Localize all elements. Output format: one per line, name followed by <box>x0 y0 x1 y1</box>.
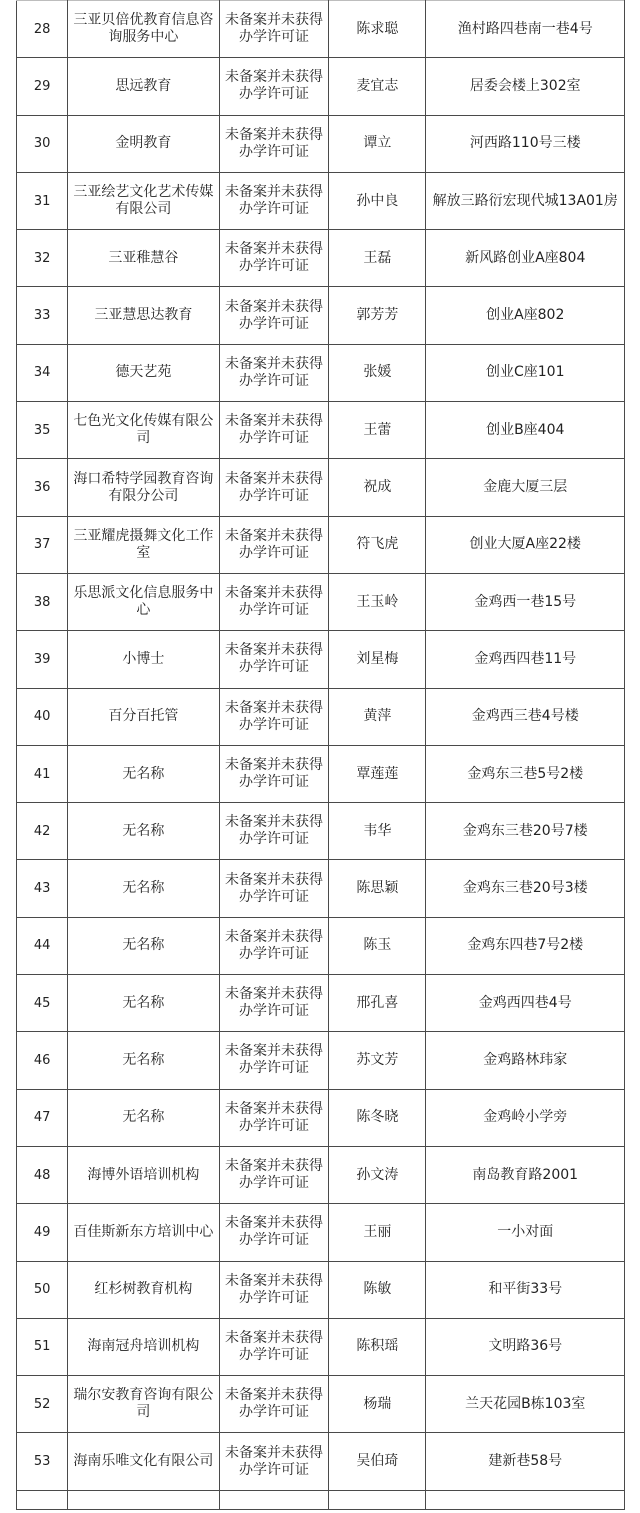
license-status-cell: 未备案并未获得办学许可证 <box>219 230 329 287</box>
responsible-person-cell: 谭立 <box>329 115 426 172</box>
responsible-person-cell: 陈敏 <box>329 1261 426 1318</box>
institution-name-cell: 三亚贝倍优教育信息咨询服务中心 <box>68 1 219 58</box>
row-number-cell: 32 <box>17 230 68 287</box>
license-status-cell: 未备案并未获得办学许可证 <box>219 745 329 802</box>
table-row <box>17 115 625 172</box>
responsible-person-cell: 韦华 <box>329 803 426 860</box>
license-status-cell: 未备案并未获得办学许可证 <box>219 1 329 58</box>
responsible-person-cell: 王丽 <box>329 1204 426 1261</box>
address-cell: 创业B座404 <box>426 402 625 459</box>
license-status-cell: 未备案并未获得办学许可证 <box>219 631 329 688</box>
address-cell: 新风路创业A座804 <box>426 230 625 287</box>
license-status-cell: 未备案并未获得办学许可证 <box>219 402 329 459</box>
institution-name-cell: 无名称 <box>68 917 219 974</box>
address-cell: 文明路36号 <box>426 1318 625 1375</box>
license-status-cell: 未备案并未获得办学许可证 <box>219 860 329 917</box>
responsible-person-cell: 杨瑞 <box>329 1376 426 1433</box>
license-status-cell: 未备案并未获得办学许可证 <box>219 459 329 516</box>
row-number-cell: 28 <box>17 1 68 58</box>
table-row <box>17 1376 625 1433</box>
address-cell: 和平街33号 <box>426 1261 625 1318</box>
table-row <box>17 516 625 573</box>
license-status-cell: 未备案并未获得办学许可证 <box>219 1146 329 1203</box>
table-row-partial <box>17 1490 625 1509</box>
table-row <box>17 1318 625 1375</box>
empty-cell <box>17 1490 68 1509</box>
institution-table <box>16 0 625 1510</box>
table-row <box>17 860 625 917</box>
institution-name-cell: 七色光文化传媒有限公司 <box>68 402 219 459</box>
institution-name-cell: 无名称 <box>68 745 219 802</box>
license-status-cell: 未备案并未获得办学许可证 <box>219 516 329 573</box>
institution-name-cell: 红杉树教育机构 <box>68 1261 219 1318</box>
table-row <box>17 1089 625 1146</box>
institution-name-cell: 海南乐唯文化有限公司 <box>68 1433 219 1490</box>
address-cell: 金鸡西三巷4号楼 <box>426 688 625 745</box>
address-cell: 金鸡西一巷15号 <box>426 573 625 630</box>
responsible-person-cell: 郭芳芳 <box>329 287 426 344</box>
table-row <box>17 459 625 516</box>
empty-cell <box>68 1490 219 1509</box>
row-number-cell: 37 <box>17 516 68 573</box>
address-cell: 金鸡西四巷11号 <box>426 631 625 688</box>
table-row <box>17 402 625 459</box>
responsible-person-cell: 孙中良 <box>329 172 426 229</box>
table-row <box>17 1204 625 1261</box>
responsible-person-cell: 孙文涛 <box>329 1146 426 1203</box>
license-status-cell: 未备案并未获得办学许可证 <box>219 1261 329 1318</box>
row-number-cell: 48 <box>17 1146 68 1203</box>
institution-name-cell: 无名称 <box>68 975 219 1032</box>
license-status-cell: 未备案并未获得办学许可证 <box>219 1089 329 1146</box>
license-status-cell: 未备案并未获得办学许可证 <box>219 573 329 630</box>
address-cell: 金鸡东三巷20号7楼 <box>426 803 625 860</box>
institution-name-cell: 无名称 <box>68 1089 219 1146</box>
institution-name-cell: 瑞尔安教育咨询有限公司 <box>68 1376 219 1433</box>
row-number-cell: 35 <box>17 402 68 459</box>
table-row <box>17 573 625 630</box>
table-row <box>17 1433 625 1490</box>
license-status-cell: 未备案并未获得办学许可证 <box>219 344 329 401</box>
responsible-person-cell: 王玉岭 <box>329 573 426 630</box>
institution-name-cell: 思远教育 <box>68 58 219 115</box>
table-row <box>17 803 625 860</box>
institution-name-cell: 三亚耀虎摄舞文化工作室 <box>68 516 219 573</box>
address-cell: 创业A座802 <box>426 287 625 344</box>
empty-cell <box>329 1490 426 1509</box>
address-cell: 河西路110号三楼 <box>426 115 625 172</box>
table-row <box>17 287 625 344</box>
empty-cell <box>219 1490 329 1509</box>
address-cell: 创业大厦A座22楼 <box>426 516 625 573</box>
institution-name-cell: 三亚绘艺文化艺术传媒有限公司 <box>68 172 219 229</box>
address-cell: 一小对面 <box>426 1204 625 1261</box>
institution-name-cell: 海口希特学园教育咨询有限分公司 <box>68 459 219 516</box>
row-number-cell: 33 <box>17 287 68 344</box>
row-number-cell: 49 <box>17 1204 68 1261</box>
table-row <box>17 1146 625 1203</box>
table-body <box>17 1 625 1510</box>
table-row <box>17 1 625 58</box>
responsible-person-cell: 覃莲莲 <box>329 745 426 802</box>
table-row <box>17 631 625 688</box>
row-number-cell: 47 <box>17 1089 68 1146</box>
responsible-person-cell: 黄萍 <box>329 688 426 745</box>
license-status-cell: 未备案并未获得办学许可证 <box>219 115 329 172</box>
responsible-person-cell: 邢孔喜 <box>329 975 426 1032</box>
table-row <box>17 917 625 974</box>
table-row <box>17 230 625 287</box>
table-row <box>17 688 625 745</box>
address-cell: 南岛教育路2001 <box>426 1146 625 1203</box>
responsible-person-cell: 刘星梅 <box>329 631 426 688</box>
table-row <box>17 1032 625 1089</box>
license-status-cell: 未备案并未获得办学许可证 <box>219 1433 329 1490</box>
address-cell: 金鸡路林玮家 <box>426 1032 625 1089</box>
institution-name-cell: 百佳斯新东方培训中心 <box>68 1204 219 1261</box>
institution-name-cell: 百分百托管 <box>68 688 219 745</box>
responsible-person-cell: 陈冬晓 <box>329 1089 426 1146</box>
responsible-person-cell: 吴伯琦 <box>329 1433 426 1490</box>
license-status-cell: 未备案并未获得办学许可证 <box>219 803 329 860</box>
address-cell: 金鸡东四巷7号2楼 <box>426 917 625 974</box>
license-status-cell: 未备案并未获得办学许可证 <box>219 1204 329 1261</box>
address-cell: 金鸡西四巷4号 <box>426 975 625 1032</box>
institution-name-cell: 无名称 <box>68 860 219 917</box>
address-cell: 解放三路衍宏现代城13A01房 <box>426 172 625 229</box>
responsible-person-cell: 陈玉 <box>329 917 426 974</box>
empty-cell <box>426 1490 625 1509</box>
institution-name-cell: 海博外语培训机构 <box>68 1146 219 1203</box>
responsible-person-cell: 张媛 <box>329 344 426 401</box>
responsible-person-cell: 陈求聪 <box>329 1 426 58</box>
responsible-person-cell: 麦宜志 <box>329 58 426 115</box>
table-row <box>17 58 625 115</box>
responsible-person-cell: 祝成 <box>329 459 426 516</box>
institution-name-cell: 德天艺苑 <box>68 344 219 401</box>
responsible-person-cell: 王蕾 <box>329 402 426 459</box>
responsible-person-cell: 陈思颖 <box>329 860 426 917</box>
address-cell: 金鸡东三巷5号2楼 <box>426 745 625 802</box>
address-cell: 创业C座101 <box>426 344 625 401</box>
license-status-cell: 未备案并未获得办学许可证 <box>219 1032 329 1089</box>
institution-name-cell: 无名称 <box>68 1032 219 1089</box>
row-number-cell: 39 <box>17 631 68 688</box>
responsible-person-cell: 王磊 <box>329 230 426 287</box>
row-number-cell: 31 <box>17 172 68 229</box>
responsible-person-cell: 苏文芳 <box>329 1032 426 1089</box>
license-status-cell: 未备案并未获得办学许可证 <box>219 1376 329 1433</box>
row-number-cell: 46 <box>17 1032 68 1089</box>
table-row <box>17 1261 625 1318</box>
address-cell: 金鸡东三巷20号3楼 <box>426 860 625 917</box>
address-cell: 金鸡岭小学旁 <box>426 1089 625 1146</box>
license-status-cell: 未备案并未获得办学许可证 <box>219 975 329 1032</box>
row-number-cell: 40 <box>17 688 68 745</box>
institution-name-cell: 无名称 <box>68 803 219 860</box>
institution-name-cell: 小博士 <box>68 631 219 688</box>
row-number-cell: 30 <box>17 115 68 172</box>
license-status-cell: 未备案并未获得办学许可证 <box>219 917 329 974</box>
address-cell: 建新巷58号 <box>426 1433 625 1490</box>
row-number-cell: 44 <box>17 917 68 974</box>
license-status-cell: 未备案并未获得办学许可证 <box>219 58 329 115</box>
institution-name-cell: 三亚稚慧谷 <box>68 230 219 287</box>
institution-name-cell: 金明教育 <box>68 115 219 172</box>
row-number-cell: 36 <box>17 459 68 516</box>
row-number-cell: 41 <box>17 745 68 802</box>
license-status-cell: 未备案并未获得办学许可证 <box>219 688 329 745</box>
row-number-cell: 43 <box>17 860 68 917</box>
license-status-cell: 未备案并未获得办学许可证 <box>219 1318 329 1375</box>
address-cell: 金鹿大厦三层 <box>426 459 625 516</box>
row-number-cell: 45 <box>17 975 68 1032</box>
address-cell: 渔村路四巷南一巷4号 <box>426 1 625 58</box>
row-number-cell: 50 <box>17 1261 68 1318</box>
institution-name-cell: 海南冠舟培训机构 <box>68 1318 219 1375</box>
row-number-cell: 29 <box>17 58 68 115</box>
row-number-cell: 42 <box>17 803 68 860</box>
row-number-cell: 38 <box>17 573 68 630</box>
address-cell: 居委会楼上302室 <box>426 58 625 115</box>
responsible-person-cell: 陈积瑶 <box>329 1318 426 1375</box>
table-row <box>17 975 625 1032</box>
row-number-cell: 51 <box>17 1318 68 1375</box>
license-status-cell: 未备案并未获得办学许可证 <box>219 172 329 229</box>
responsible-person-cell: 符飞虎 <box>329 516 426 573</box>
table-row <box>17 172 625 229</box>
institution-name-cell: 乐思派文化信息服务中心 <box>68 573 219 630</box>
address-cell: 兰天花园B栋103室 <box>426 1376 625 1433</box>
row-number-cell: 53 <box>17 1433 68 1490</box>
row-number-cell: 34 <box>17 344 68 401</box>
row-number-cell: 52 <box>17 1376 68 1433</box>
institution-name-cell: 三亚慧思达教育 <box>68 287 219 344</box>
table-row <box>17 745 625 802</box>
table-row <box>17 344 625 401</box>
license-status-cell: 未备案并未获得办学许可证 <box>219 287 329 344</box>
